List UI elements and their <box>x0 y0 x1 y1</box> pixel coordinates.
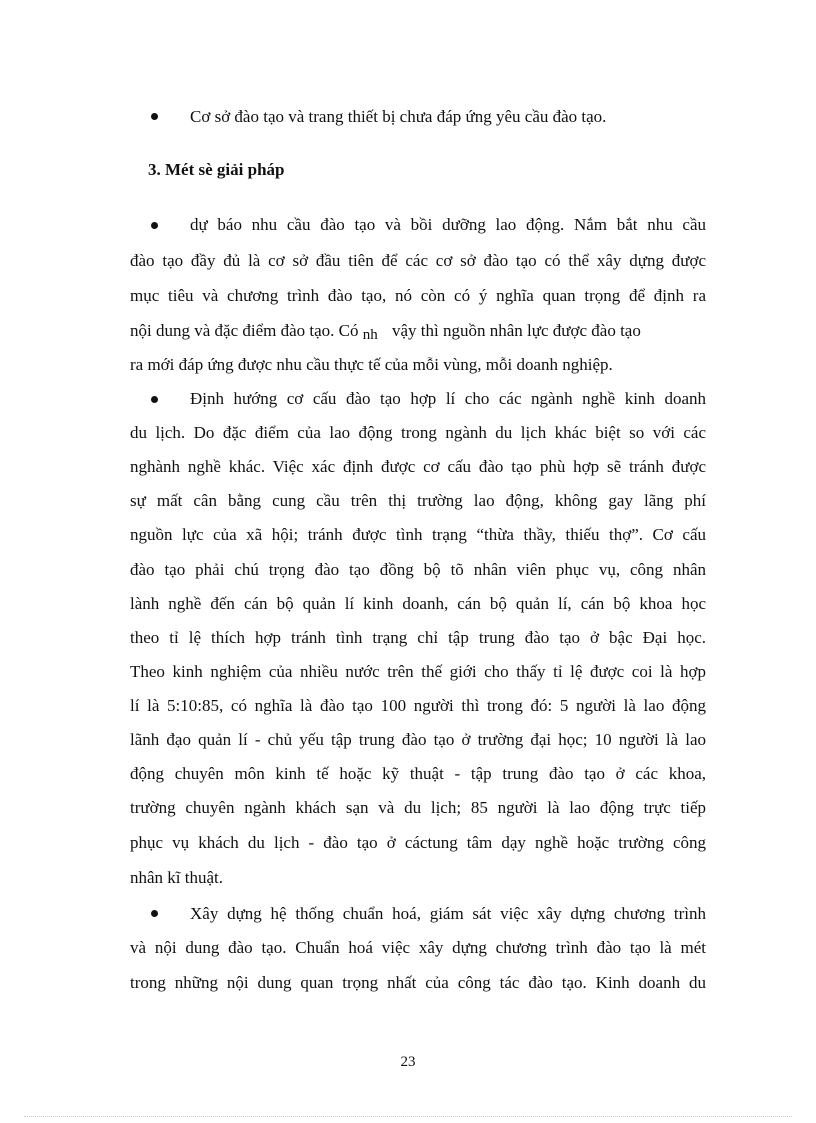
section-heading <box>148 159 284 181</box>
text-fragment: vậy thì nguồn nhân lực được đào tạo <box>392 321 641 340</box>
paragraph-line: dự báo nhu cầu đào tạo và bồi dưỡng lao động. Nắm bắt nhu cầu <box>190 215 706 234</box>
paragraph-line <box>130 320 706 343</box>
bullet-text: Cơ sở đào tạo và trang thiết bị chưa đáp ứng yêu cầu đào tạo. <box>190 107 607 126</box>
paragraph-line: mục tiêu và chương trình đào tạo, nó còn có ý nghĩa quan trọng để định ra <box>130 286 706 305</box>
paragraph-line: lí là 5:10:85, có nghĩa là đào tạo 100 người thì trong đó: 5 người là lao động <box>130 696 706 715</box>
paragraph-line: Theo kinh nghiệm của nhiều nước trên thế giới cho thấy tỉ lệ được coi là hợp <box>130 662 706 681</box>
paragraph-line: lành nghề đến cán bộ quản lí kinh doanh, cán bộ quản lí, cán bộ khoa học <box>130 594 706 613</box>
paragraph-line: phục vụ khách du lịch - đào tạo ở cáctung tâm dạy nghề hoặc trường công <box>130 833 706 852</box>
page-number: 23 <box>400 1054 416 1070</box>
paragraph-line: theo tỉ lệ thích hợp tránh tình trạng chỉ tập trung đào tạo ở bậc Đại học. <box>130 628 706 647</box>
bullet-marker <box>151 113 158 120</box>
paragraph-line: Xây dựng hệ thống chuẩn hoá, giám sát việc xây dựng chương trình <box>190 904 706 923</box>
section-number: 3. <box>148 160 161 179</box>
text-fragment: nh <box>362 327 378 343</box>
paragraph-line: động chuyên môn kinh tế hoặc kỹ thuật - tập trung đào tạo ở các khoa, <box>130 764 706 783</box>
paragraph-line: đào tạo đầy đủ là cơ sở đầu tiên để các cơ sở đào tạo có thể xây dựng được <box>130 251 706 270</box>
text-fragment: nội dung và đặc điểm đào tạo. Có <box>130 321 359 340</box>
paragraph-line: và nội dung đào tạo. Chuẩn hoá việc xây dựng chương trình đào tạo là mét <box>130 938 706 957</box>
paragraph-line: Định hướng cơ cấu đào tạo hợp lí cho các ngành nghề kinh doanh <box>190 389 706 408</box>
bullet-marker <box>151 910 158 917</box>
paragraph-line: sự mất cân bằng cung cầu trên thị trường lao động, không gay lãng phí <box>130 491 706 510</box>
paragraph-line: nguồn lực của xã hội; tránh được tình trạng “thừa thầy, thiếu thợ”. Cơ cấu <box>130 525 706 544</box>
bullet-marker <box>151 222 158 229</box>
page-bottom-rule <box>24 1116 792 1117</box>
paragraph-line: lãnh đạo quản lí - chủ yếu tập trung đào tạo ở trường đại học; 10 người là lao <box>130 730 706 749</box>
paragraph-line: đào tạo phải chú trọng đào tạo đồng bộ tõ nhân viên phục vụ, công nhân <box>130 560 706 579</box>
paragraph-line: trường chuyên ngành khách sạn và du lịch; 85 người là lao động trực tiếp <box>130 798 706 817</box>
section-title: Mét sè giải pháp <box>165 160 285 179</box>
paragraph-line: nhân kĩ thuật. <box>130 868 224 887</box>
bullet-marker <box>151 396 158 403</box>
paragraph-line: nghành nghề khác. Việc xác định được cơ cấu đào tạo phù hợp sẽ tránh được <box>130 457 706 476</box>
paragraph-line: ra mới đáp ứng được nhu cầu thực tế của mỗi vùng, mỗi doanh nghiệp. <box>130 355 613 374</box>
paragraph-line: du lịch. Do đặc điểm của lao động trong ngành du lịch khác biệt so với các <box>130 423 706 442</box>
paragraph-line: trong những nội dung quan trọng nhất của công tác đào tạo. Kinh doanh du <box>130 973 706 992</box>
